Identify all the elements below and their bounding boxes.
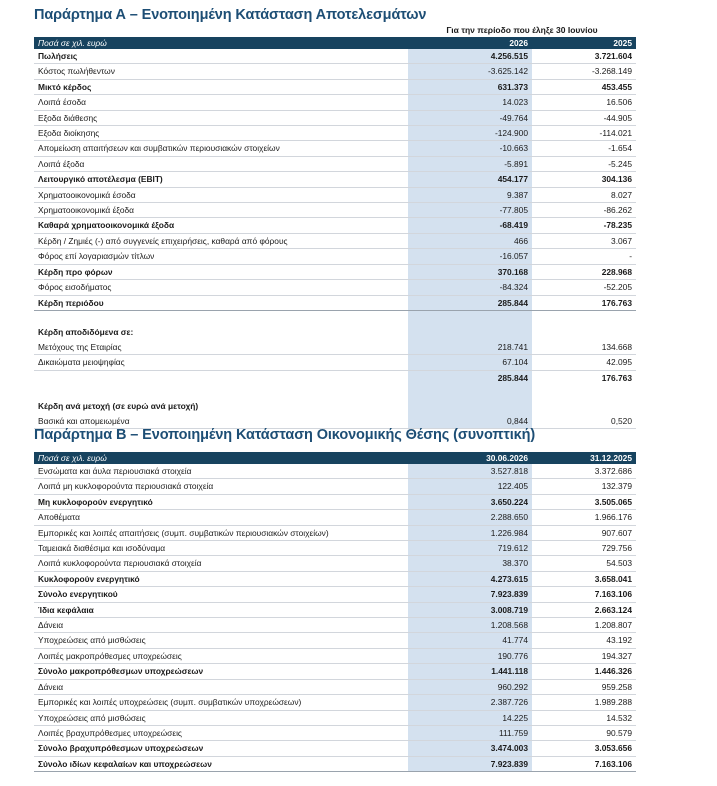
row-label: Φόρος επί λογαριασμών τίτλων xyxy=(34,249,408,264)
table-row xyxy=(34,156,636,171)
table-row xyxy=(34,203,636,218)
row-value-current: 1.441.118 xyxy=(408,664,532,679)
row-value-prior: -5.245 xyxy=(532,156,636,171)
table-row xyxy=(34,280,636,295)
row-value-prior xyxy=(532,385,636,399)
table-row xyxy=(34,494,636,509)
row-label: Λοιπά έξοδα xyxy=(34,156,408,171)
row-value-prior: 176.763 xyxy=(601,372,632,383)
row-label: Εμπορικές και λοιπές υποχρεώσεις (συμπ. συμβατικών υποχρεώσεων) xyxy=(34,695,408,710)
row-label: Υποχρεώσεις από μισθώσεις xyxy=(34,710,408,725)
row-label: Κόστος πωλήθεντων xyxy=(34,64,408,79)
row-value-current: 285.844 xyxy=(408,295,532,310)
row-value-current: 14.023 xyxy=(408,95,532,110)
row-value-prior: -1.654 xyxy=(532,141,636,156)
row-value-current: 4.273.615 xyxy=(408,571,532,586)
row-value-current: 122.405 xyxy=(408,479,532,494)
table-row xyxy=(34,510,636,525)
amounts-unit-label: Ποσά σε χιλ. ευρώ xyxy=(34,452,408,464)
table-row xyxy=(34,633,636,648)
table-row xyxy=(34,95,636,110)
table-row xyxy=(34,695,636,710)
row-value-prior: 43.192 xyxy=(532,633,636,648)
row-value-current: -49.764 xyxy=(408,110,532,125)
row-value-current: 4.256.515 xyxy=(408,49,532,64)
row-value-current: 466 xyxy=(408,233,532,248)
row-label: Καθαρά χρηματοοικονομικά έξοδα xyxy=(34,218,408,233)
row-value-current: -77.805 xyxy=(408,203,532,218)
row-value-current: 0,844 xyxy=(408,414,532,429)
table-row xyxy=(34,187,636,202)
row-value-current: 3.527.818 xyxy=(408,464,532,479)
attribution-heading xyxy=(34,325,636,339)
table-row xyxy=(34,541,636,556)
row-label: Κυκλοφορούν ενεργητικό xyxy=(34,571,408,586)
row-label: Σύνολο ιδίων κεφαλαίων και υποχρεώσεων xyxy=(34,756,408,771)
table-row xyxy=(34,587,636,602)
column-header-prior-period: 31.12.2025 xyxy=(532,452,636,464)
row-value-prior: 3.372.686 xyxy=(532,464,636,479)
table-row xyxy=(34,249,636,264)
row-value-prior: 907.607 xyxy=(532,525,636,540)
row-value-prior: 729.756 xyxy=(532,541,636,556)
row-value-prior: 3.658.041 xyxy=(532,571,636,586)
table-header-row xyxy=(34,452,636,464)
row-label: Υποχρεώσεις από μισθώσεις xyxy=(34,633,408,648)
row-value-current: 3.008.719 xyxy=(408,602,532,617)
table-row xyxy=(34,725,636,740)
row-value-current: -84.324 xyxy=(408,280,532,295)
balance-sheet-title: Παράρτημα Β – Ενοποιημένη Κατάσταση Οικονομικής Θέσης (συνοπτική) xyxy=(34,427,536,443)
row-label: Εξοδα διοίκησης xyxy=(34,126,408,141)
table-row xyxy=(34,233,636,248)
row-label: Μη κυκλοφορούν ενεργητικό xyxy=(34,494,408,509)
row-label: Λοιπές μακροπρόθεσμες υποχρεώσεις xyxy=(34,648,408,663)
row-value-prior: 176.763 xyxy=(532,295,636,310)
row-value-prior: 134.668 xyxy=(532,340,636,355)
row-value-current: -16.057 xyxy=(408,249,532,264)
row-label xyxy=(34,310,408,325)
row-value-current xyxy=(408,385,532,399)
row-value-prior: 1.446.326 xyxy=(532,664,636,679)
row-value-current: 67.104 xyxy=(408,355,532,370)
table-row xyxy=(34,556,636,571)
row-label: Πωλήσεις xyxy=(34,49,408,64)
row-value-current: 218.741 xyxy=(408,340,532,355)
row-label: Ταμειακά διαθέσιμα και ισοδύναμα xyxy=(34,541,408,556)
table-row xyxy=(34,218,636,233)
row-label: Δικαιώματα μειοψηφίας xyxy=(34,355,408,370)
row-value-prior: 2.663.124 xyxy=(532,602,636,617)
row-value-prior: 0,520 xyxy=(532,414,636,429)
row-label: Αποθέματα xyxy=(34,510,408,525)
attribution-total-row xyxy=(34,370,636,385)
row-value-current: 9.387 xyxy=(408,187,532,202)
row-value-prior: 1.208.807 xyxy=(532,618,636,633)
row-label: Εμπορικές και λοιπές απαιτήσεις (συμπ. συμβατικών περιουσιακών στοιχείων) xyxy=(34,525,408,540)
balance-sheet-table xyxy=(34,452,636,772)
row-value-prior: 194.327 xyxy=(532,648,636,663)
table-row xyxy=(34,126,636,141)
row-value-prior: - xyxy=(532,249,636,264)
table-row xyxy=(34,172,636,187)
row-label: Λειτουργικό αποτέλεσμα (EBIT) xyxy=(34,172,408,187)
eps-heading xyxy=(34,399,636,413)
table-header-row xyxy=(34,37,636,49)
row-value-current: -68.419 xyxy=(408,218,532,233)
table-row xyxy=(34,464,636,479)
row-value-prior: -86.262 xyxy=(532,203,636,218)
amounts-unit-label: Ποσά σε χιλ. ευρώ xyxy=(34,37,408,49)
row-value-prior: 8.027 xyxy=(532,187,636,202)
row-value-current: 719.612 xyxy=(408,541,532,556)
table-row xyxy=(34,64,636,79)
table-row xyxy=(34,648,636,663)
row-label: Σύνολο βραχυπρόθεσμων υποχρεώσεων xyxy=(34,741,408,756)
table-row xyxy=(34,295,636,310)
row-label: Απομείωση απαιτήσεων και συμβατικών περιουσιακών στοιχείων xyxy=(34,141,408,156)
row-value-prior: 7.163.106 xyxy=(532,756,636,771)
table-row xyxy=(34,664,636,679)
row-value-prior: 959.258 xyxy=(532,679,636,694)
table-row xyxy=(34,741,636,756)
row-value-current: 454.177 xyxy=(408,172,532,187)
table-row xyxy=(34,756,636,771)
row-value-prior: 7.163.106 xyxy=(532,587,636,602)
row-value-current: 190.776 xyxy=(408,648,532,663)
column-header-2025: 2025 xyxy=(532,37,636,49)
row-value-prior: 3.721.604 xyxy=(532,49,636,64)
row-value-prior: 3.505.065 xyxy=(532,494,636,509)
table-row xyxy=(34,571,636,586)
row-label: Χρηματοοικονομικά έσοδα xyxy=(34,187,408,202)
row-value-current: 2.387.726 xyxy=(408,695,532,710)
row-value-current: -10.663 xyxy=(408,141,532,156)
income-statement-title: Παράρτημα Α – Ενοποιημένη Κατάσταση Αποτελεσμάτων xyxy=(34,7,427,23)
row-value-current: 41.774 xyxy=(408,633,532,648)
row-value-prior: 16.506 xyxy=(532,95,636,110)
row-value-prior: 90.579 xyxy=(532,725,636,740)
row-label: Μετόχους της Εταιρίας xyxy=(34,340,408,355)
row-label: Σύνολο μακροπρόθεσμων υποχρεώσεων xyxy=(34,664,408,679)
row-value-current: 14.225 xyxy=(408,710,532,725)
table-row xyxy=(34,49,636,64)
row-value-current: 370.168 xyxy=(408,264,532,279)
row-value-current: 1.208.568 xyxy=(408,618,532,633)
row-value-current xyxy=(408,399,532,413)
row-value-prior: 54.503 xyxy=(532,556,636,571)
table-row xyxy=(34,141,636,156)
row-label: Κέρδη περιόδου xyxy=(34,295,408,310)
column-header-current-period: 30.06.2026 xyxy=(408,452,532,464)
table-row xyxy=(34,618,636,633)
table-row xyxy=(34,355,636,370)
row-label: Λοιπά μη κυκλοφορούντα περιουσιακά στοιχεία xyxy=(34,479,408,494)
table-row xyxy=(34,679,636,694)
row-value-current: 285.844 xyxy=(408,370,532,385)
row-value-current: 111.759 xyxy=(408,725,532,740)
row-value-current: 1.226.984 xyxy=(408,525,532,540)
row-value-prior: -52.205 xyxy=(532,280,636,295)
row-value-prior: -78.235 xyxy=(532,218,636,233)
row-label xyxy=(34,385,408,399)
row-label: Δάνεια xyxy=(34,679,408,694)
row-value-current: 3.650.224 xyxy=(408,494,532,509)
row-value-prior: 304.136 xyxy=(532,172,636,187)
row-label: Κέρδη προ φόρων xyxy=(34,264,408,279)
row-value-prior: -44.905 xyxy=(532,110,636,125)
row-value-current xyxy=(408,325,532,339)
column-header-2026: 2026 xyxy=(408,37,532,49)
row-value-prior xyxy=(532,310,636,325)
table-row xyxy=(34,479,636,494)
row-value-current: -3.625.142 xyxy=(408,64,532,79)
row-value-prior: 1.966.176 xyxy=(532,510,636,525)
row-label: Χρηματοοικονομικά έξοδα xyxy=(34,203,408,218)
row-value-prior: 14.532 xyxy=(532,710,636,725)
row-label: Μικτό κέρδος xyxy=(34,79,408,94)
row-label: Κέρδη / Ζημιές (-) από συγγενείς επιχειρήσεις, καθαρά από φόρους xyxy=(34,233,408,248)
table-row xyxy=(34,602,636,617)
row-value-prior: 453.455 xyxy=(532,79,636,94)
row-label: Ενσώματα και άυλα περιουσιακά στοιχεία xyxy=(34,464,408,479)
row-label: Ίδια κεφάλαια xyxy=(34,602,408,617)
row-value-prior: -114.021 xyxy=(532,126,636,141)
row-label xyxy=(34,370,408,385)
row-value-prior xyxy=(532,325,636,339)
row-value-prior: 1.989.288 xyxy=(532,695,636,710)
row-value-current: 7.923.839 xyxy=(408,756,532,771)
table-row xyxy=(34,79,636,94)
row-label: Κέρδη αποδιδόμενα σε: xyxy=(38,327,134,338)
spacer-row xyxy=(34,385,636,399)
spacer-row xyxy=(34,310,636,325)
table-row xyxy=(34,525,636,540)
row-value-current: 2.288.650 xyxy=(408,510,532,525)
row-value-prior: -3.268.149 xyxy=(532,64,636,79)
row-label: Φόρος εισοδήματος xyxy=(34,280,408,295)
row-value-prior: 228.968 xyxy=(532,264,636,279)
row-label: Λοιπά κυκλοφορούντα περιουσιακά στοιχεία xyxy=(34,556,408,571)
row-value-current: 631.373 xyxy=(408,79,532,94)
row-label: Κέρδη ανά μετοχή (σε ευρώ ανά μετοχή) xyxy=(38,401,199,412)
table-row xyxy=(34,340,636,355)
table-row xyxy=(34,264,636,279)
table-row xyxy=(34,710,636,725)
row-value-current: 960.292 xyxy=(408,679,532,694)
row-value-current: 7.923.839 xyxy=(408,587,532,602)
row-value-current xyxy=(408,310,532,325)
row-label: Λοιπές βραχυπρόθεσμες υποχρεώσεις xyxy=(34,725,408,740)
row-value-current: 3.474.003 xyxy=(408,741,532,756)
income-statement-table xyxy=(34,37,636,429)
row-value-current: 38.370 xyxy=(408,556,532,571)
row-value-prior: 132.379 xyxy=(532,479,636,494)
row-value-current: -124.900 xyxy=(408,126,532,141)
period-note: Για την περίοδο που έληξε 30 Ιουνίου xyxy=(446,25,598,35)
row-value-prior: 3.067 xyxy=(532,233,636,248)
row-label: Λοιπά έσοδα xyxy=(34,95,408,110)
row-value-prior: 42.095 xyxy=(532,355,636,370)
row-value-current: -5.891 xyxy=(408,156,532,171)
row-label: Εξοδα διάθεσης xyxy=(34,110,408,125)
row-label: Βασικά και απομειωμένα xyxy=(34,414,408,429)
row-value-prior xyxy=(532,399,636,413)
table-row xyxy=(34,110,636,125)
row-value-prior: 3.053.656 xyxy=(532,741,636,756)
row-label: Δάνεια xyxy=(34,618,408,633)
row-label: Σύνολο ενεργητικού xyxy=(34,587,408,602)
